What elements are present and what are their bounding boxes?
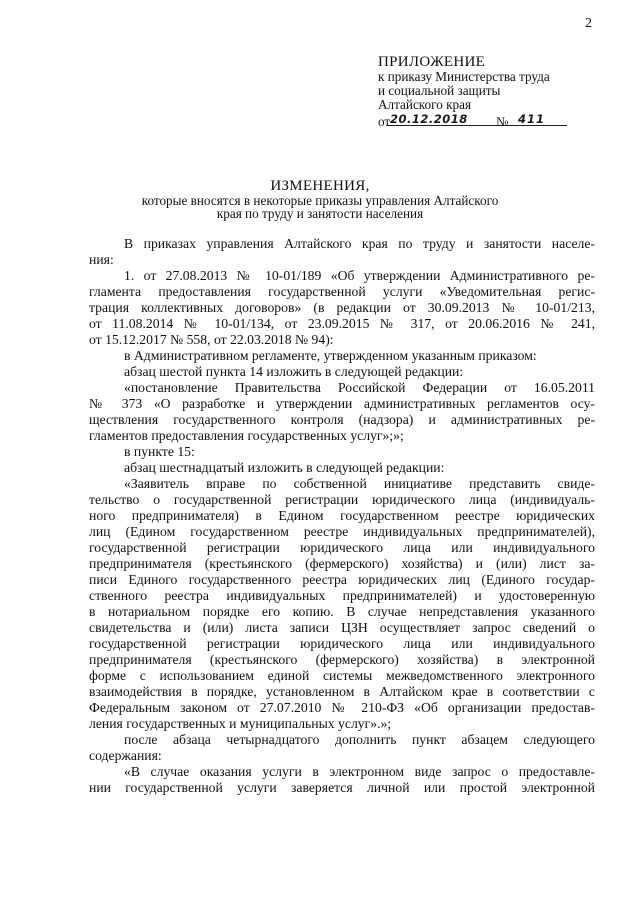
body-line: от 15.12.2017 № 558, от 22.03.2018 № 94): xyxy=(89,332,334,347)
body-line: ния: xyxy=(89,252,114,267)
body-line: форме с использованием единой системы межведомственного электронного xyxy=(89,668,595,683)
body-line: предпринимателя (крестьянского (фермерского) хозяйства) в электронной xyxy=(89,652,595,667)
appendix-line-3: Алтайского края xyxy=(378,96,472,112)
body-line: от 11.08.2014 № 10-01/134, от 23.09.2015 № 317, от 20.06.2016 № 241, xyxy=(89,316,595,331)
body-line: государственной регистрации юридического лица или индивидуального xyxy=(89,636,595,651)
body-line: в Административном регламенте, утвержденном указанным приказом: xyxy=(124,348,537,363)
document-body xyxy=(89,236,595,796)
body-line: В приказах управления Алтайского края по труду и занятости населе- xyxy=(124,236,595,251)
handwritten-number: 411 xyxy=(518,111,546,126)
subtitle-line-2: края по труду и занятости населения xyxy=(216,206,424,222)
body-line: ществления государственного контроля (надзора) и административных ре- xyxy=(89,412,595,427)
body-line: трация коллективных договоров» (в редакции от 30.09.2013 № 10-01/213, xyxy=(89,300,595,315)
subtitle-line-1: которые вносятся в некоторые приказы управления Алтайского xyxy=(141,193,499,208)
page-number: 2 xyxy=(585,16,592,31)
body-line: нии государственной услуги заверяется личной или простой электронной xyxy=(89,780,595,795)
appendix-date-number xyxy=(378,112,608,128)
body-line: содержания: xyxy=(89,748,162,763)
body-line: гламентов предоставления государственных услуг»;»; xyxy=(89,428,404,443)
date-prefix: от xyxy=(378,113,391,129)
appendix-block xyxy=(378,54,608,128)
document-title: ИЗМЕНЕНИЯ, xyxy=(270,178,370,194)
body-line: 1. от 27.08.2013 № 10-01/189 «Об утверждении Административного ре- xyxy=(124,268,595,283)
body-line: абзац шестой пункта 14 изложить в следующей редакции: xyxy=(124,364,464,379)
body-line: в нотариальном порядке его копию. В случае непредставления указанного xyxy=(89,604,595,619)
body-line: абзац шестнадцатый изложить в следующей редакции: xyxy=(124,460,445,475)
body-line: ления государственных и муниципальных услуг».»; xyxy=(89,716,392,731)
body-line: № 373 «О разработке и утверждении административных регламентов осу- xyxy=(89,396,595,411)
handwritten-date: 20.12.2018 xyxy=(390,111,468,126)
document-subtitle xyxy=(100,194,540,220)
body-line: ного предпринимателя) в Едином государственном реестре юридических xyxy=(89,508,595,523)
body-line: в пункте 15: xyxy=(124,444,195,459)
body-line: взаимодействия в порядке, установленном в Алтайском крае в соответствии с xyxy=(89,684,595,699)
appendix-line-2: и социальной защиты xyxy=(378,82,501,98)
body-line: Федеральным законом от 27.07.2010 № 210-ФЗ «Об организации предостав- xyxy=(89,700,595,715)
number-sign: № xyxy=(496,113,509,129)
appendix-line-1: к приказу Министерства труда xyxy=(378,69,550,84)
body-line: государственной регистрации юридического лица или индивидуального xyxy=(89,540,595,555)
body-line: писи Единого государственного реестра юридических лиц (Единого государ- xyxy=(89,572,595,587)
body-line: «Заявитель вправе по собственной инициативе представить свиде- xyxy=(124,476,595,491)
appendix-heading: ПРИЛОЖЕНИЕ xyxy=(378,54,486,70)
body-line: гламента предоставления государственной услуги «Уведомительная регис- xyxy=(89,284,595,299)
body-line: «В случае оказания услуги в электронном виде запрос о предоставле- xyxy=(124,764,595,779)
body-line: тельство о государственной регистрации юридического лица (индивидуаль- xyxy=(89,492,595,507)
body-line: после абзаца четырнадцатого дополнить пункт абзацем следующего xyxy=(124,732,595,747)
body-line: свидетельства и (или) листа записи ЦЗН осуществляет запрос сведений о xyxy=(89,620,595,635)
body-line: предпринимателя (крестьянского (фермерского) хозяйства) и (или) лист за- xyxy=(89,556,595,571)
body-line: «постановление Правительства Российской Федерации от 16.05.2011 xyxy=(124,380,595,395)
body-line: ственного реестра индивидуальных предпринимателей) и удостоверенную xyxy=(89,588,595,603)
body-line: лиц (Едином государственном реестре индивидуальных предпринимателей), xyxy=(89,524,595,539)
